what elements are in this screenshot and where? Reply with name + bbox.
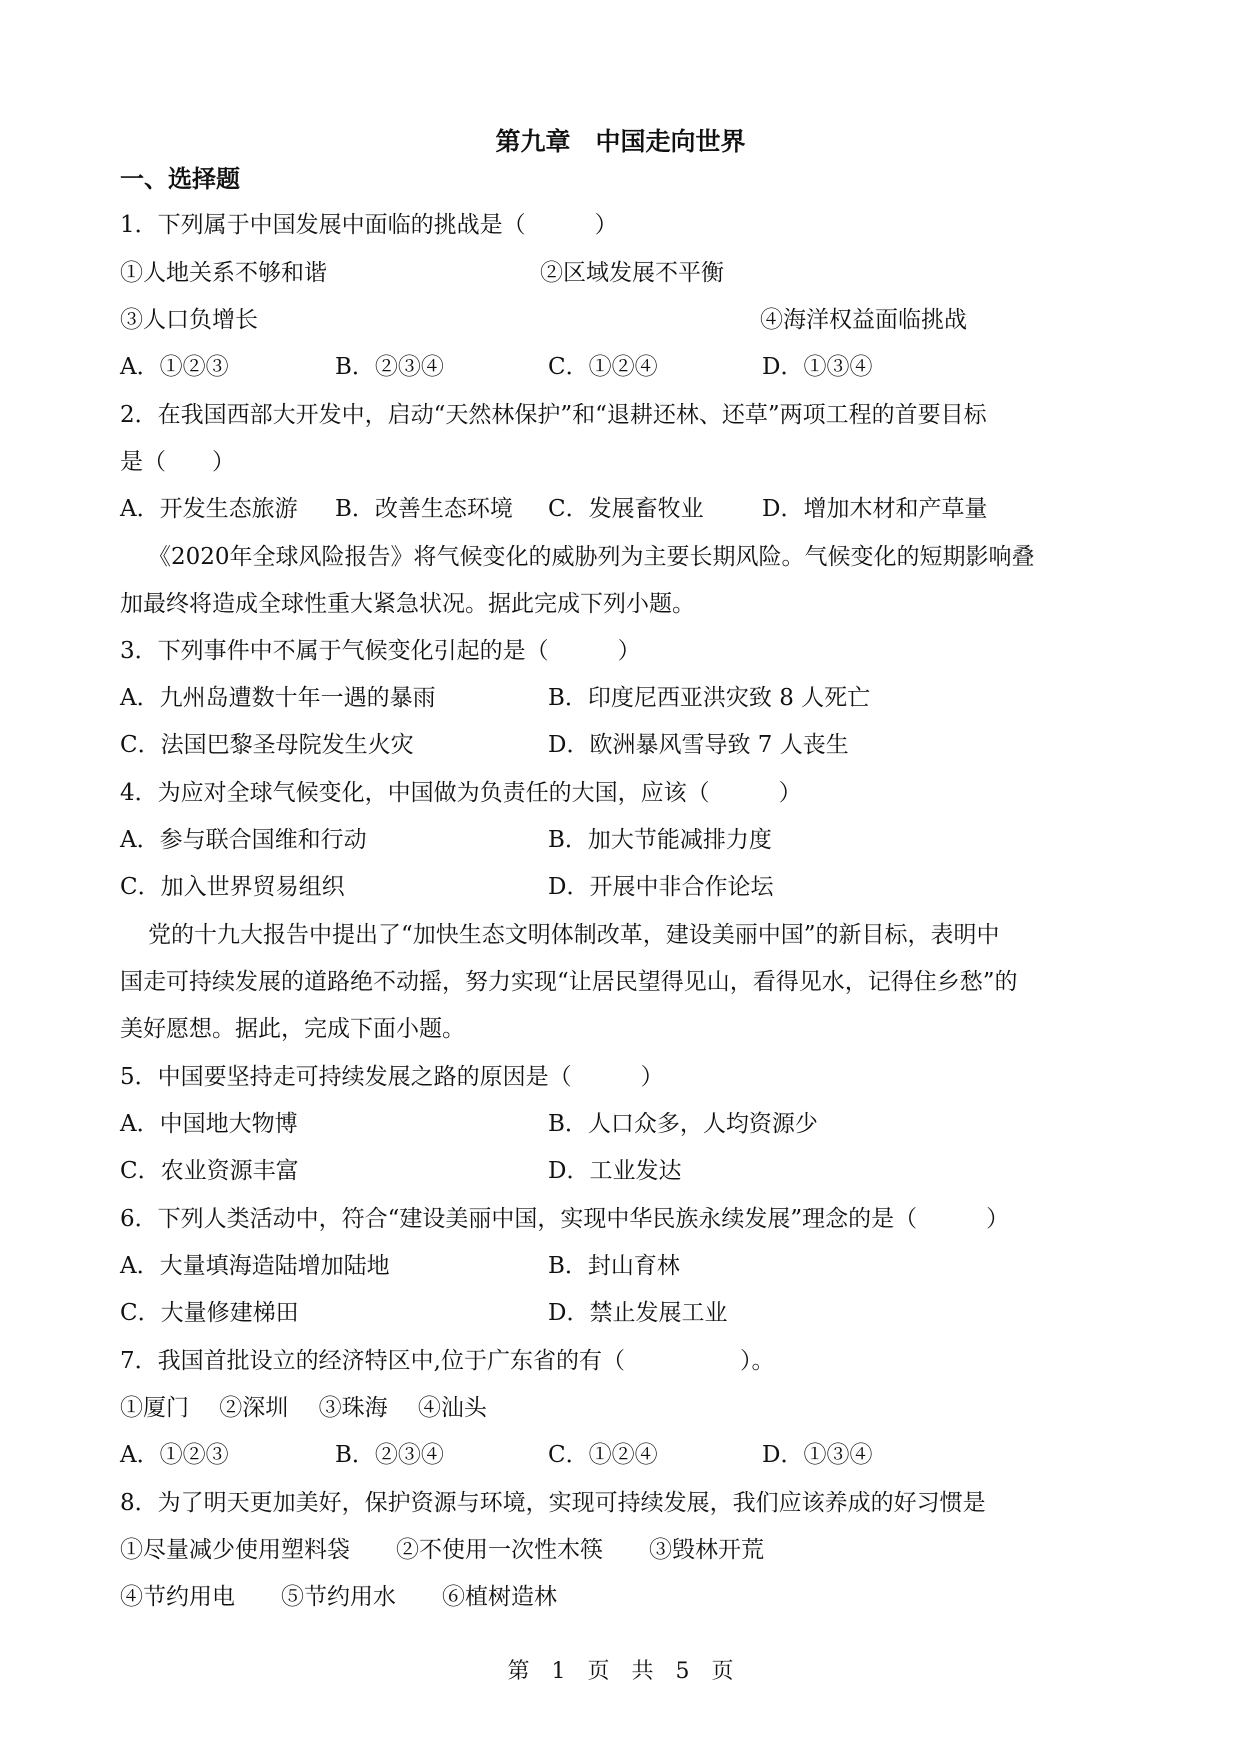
q7-items: ①厦门 ②深圳 ③珠海 ④汕头	[120, 1395, 487, 1421]
section-heading: 一、选择题	[120, 165, 240, 193]
q8-items-line-1: ①尽量减少使用塑料袋 ②不使用一次性木筷 ③毁林开荒	[120, 1537, 764, 1563]
question-3-stem: 3．下列事件中不属于气候变化引起的是（ ）	[120, 638, 641, 664]
q2-option-b: B．改善生态环境	[335, 496, 513, 522]
passage-1-line-1: 《2020年全球风险报告》将气候变化的威胁列为主要长期风险。气候变化的短期影响叠	[148, 544, 1035, 570]
q3-option-b: B．印度尼西亚洪灾致 8 人死亡	[548, 685, 871, 711]
page-title: 第九章 中国走向世界	[495, 127, 746, 156]
question-7-stem: 7．我国首批设立的经济特区中,位于广东省的有（ ）。	[120, 1348, 775, 1374]
q6-option-d: D．禁止发展工业	[548, 1300, 728, 1326]
q1-option-c: C．①②④	[548, 354, 658, 380]
q5-option-d: D．工业发达	[548, 1158, 682, 1184]
question-6-stem: 6．下列人类活动中，符合“建设美丽中国，实现中华民族永续发展”理念的是（ ）	[120, 1206, 1010, 1232]
q1-option-b: B．②③④	[335, 354, 444, 380]
q7-option-d: D．①③④	[762, 1442, 873, 1468]
passage-2-line-2: 国走可持续发展的道路绝不动摇，努力实现“让居民望得见山，看得见水，记得住乡愁”的	[120, 969, 1018, 995]
question-2-stem-line-1: 2．在我国西部大开发中，启动“天然林保护”和“退耕还林、还草”两项工程的首要目标	[120, 402, 987, 428]
q1-option-a: A．①②③	[120, 354, 229, 380]
q1-item-2: ②区域发展不平衡	[540, 260, 724, 286]
passage-1-line-2: 加最终将造成全球性重大紧急状况。据此完成下列小题。	[120, 591, 695, 617]
q6-option-b: B．封山育林	[548, 1253, 680, 1279]
question-5-stem: 5．中国要坚持走可持续发展之路的原因是（ ）	[120, 1064, 664, 1090]
question-2-stem-line-2: 是（ ）	[120, 449, 235, 475]
q1-option-d: D．①③④	[762, 354, 873, 380]
question-8-stem: 8．为了明天更加美好，保护资源与环境，实现可持续发展，我们应该养成的好习惯是	[120, 1490, 986, 1516]
q5-option-c: C．农业资源丰富	[120, 1158, 299, 1184]
q1-item-4: ④海洋权益面临挑战	[760, 307, 967, 333]
q7-option-c: C．①②④	[548, 1442, 658, 1468]
q5-option-a: A．中国地大物博	[120, 1111, 298, 1137]
passage-2-line-1: 党的十九大报告中提出了“加快生态文明体制改革，建设美丽中国”的新目标，表明中	[148, 922, 1000, 948]
page-footer: 第 1 页 共 5 页	[507, 1659, 734, 1684]
q3-option-c: C．法国巴黎圣母院发生火灾	[120, 732, 414, 758]
q1-item-1: ①人地关系不够和谐	[120, 260, 327, 286]
q6-option-c: C．大量修建梯田	[120, 1300, 299, 1326]
q4-option-d: D．开展中非合作论坛	[548, 874, 774, 900]
q7-option-b: B．②③④	[335, 1442, 444, 1468]
q2-option-a: A．开发生态旅游	[120, 496, 298, 522]
q5-option-b: B．人口众多，人均资源少	[548, 1111, 818, 1137]
q4-option-b: B．加大节能减排力度	[548, 827, 772, 853]
passage-2-line-3: 美好愿想。据此，完成下面小题。	[120, 1016, 465, 1042]
q1-item-3: ③人口负增长	[120, 307, 258, 333]
q2-option-d: D．增加木材和产草量	[762, 496, 988, 522]
question-4-stem: 4．为应对全球气候变化，中国做为负责任的大国，应该（ ）	[120, 780, 802, 806]
q6-option-a: A．大量填海造陆增加陆地	[120, 1253, 390, 1279]
q4-option-a: A．参与联合国维和行动	[120, 827, 367, 853]
q7-option-a: A．①②③	[120, 1442, 229, 1468]
q4-option-c: C．加入世界贸易组织	[120, 874, 345, 900]
q3-option-d: D．欧洲暴风雪导致 7 人丧生	[548, 732, 849, 758]
q3-option-a: A．九州岛遭数十年一遇的暴雨	[120, 685, 436, 711]
question-1-stem: 1．下列属于中国发展中面临的挑战是（ ）	[120, 212, 618, 238]
q2-option-c: C．发展畜牧业	[548, 496, 704, 522]
q8-items-line-2: ④节约用电 ⑤节约用水 ⑥植树造林	[120, 1584, 557, 1610]
